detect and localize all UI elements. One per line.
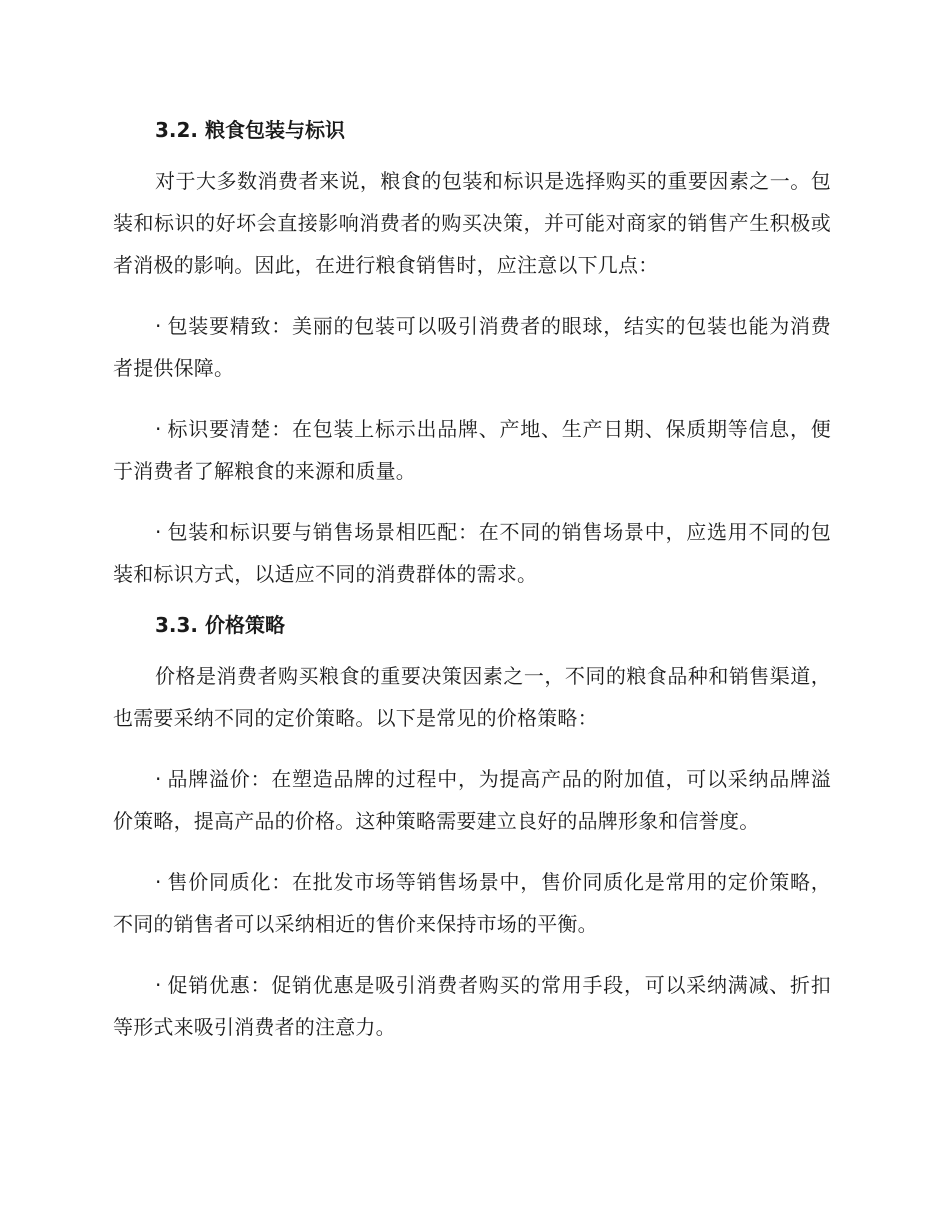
bullet-text: 促销优惠：促销优惠是吸引消费者购买的常用手段，可以采纳满减、折扣等形式来吸引消费者的注意力。 — [113, 973, 831, 1039]
bullet-dot: · — [155, 973, 162, 997]
bullet-item — [113, 758, 831, 842]
bullet-dot: · — [155, 520, 162, 544]
bullet-dot: · — [155, 417, 162, 441]
bullet-text: 品牌溢价：在塑造品牌的过程中，为提高产品的附加值，可以采纳品牌溢价策略，提高产品的价格。这种策略需要建立良好的品牌形象和信誉度。 — [113, 767, 831, 833]
bullet-item — [113, 305, 831, 389]
bullet-text: 包装要精致：美丽的包装可以吸引消费者的眼球，结实的包装也能为消费者提供保障。 — [113, 314, 831, 380]
bullet-dot: · — [155, 314, 162, 338]
section-3-2-intro: 对于大多数消费者来说，粮食的包装和标识是选择购买的重要因素之一。包装和标识的好坏会直接影响消费者的购买决策，并可能对商家的销售产生积极或者消极的影响。因此，在进行粮食销售时，应注意以下几点： — [113, 169, 831, 277]
bullet-text: 标识要清楚：在包装上标示出品牌、产地、生产日期、保质期等信息，便于消费者了解粮食的来源和质量。 — [113, 417, 831, 483]
bullet-item — [113, 861, 831, 945]
bullet-text: 售价同质化：在批发市场等销售场景中，售价同质化是常用的定价策略，不同的销售者可以采纳相近的售价来保持市场的平衡。 — [113, 870, 831, 936]
bullet-item — [113, 964, 831, 1048]
section-heading-3-3: 3.3. 价格策略 — [155, 613, 285, 637]
bullet-dot: · — [155, 870, 162, 894]
bullet-item — [113, 408, 831, 492]
section-heading-3-2: 3.2. 粮食包装与标识 — [155, 118, 345, 142]
bullet-dot: · — [155, 767, 162, 791]
bullet-item — [113, 511, 831, 595]
section-3-3-intro: 价格是消费者购买粮食的重要决策因素之一，不同的粮食品种和销售渠道，也需要采纳不同的定价策略。以下是常见的价格策略： — [113, 664, 831, 730]
bullet-text: 包装和标识要与销售场景相匹配：在不同的销售场景中，应选用不同的包装和标识方式，以适应不同的消费群体的需求。 — [113, 520, 831, 586]
document-page — [113, 108, 831, 1067]
